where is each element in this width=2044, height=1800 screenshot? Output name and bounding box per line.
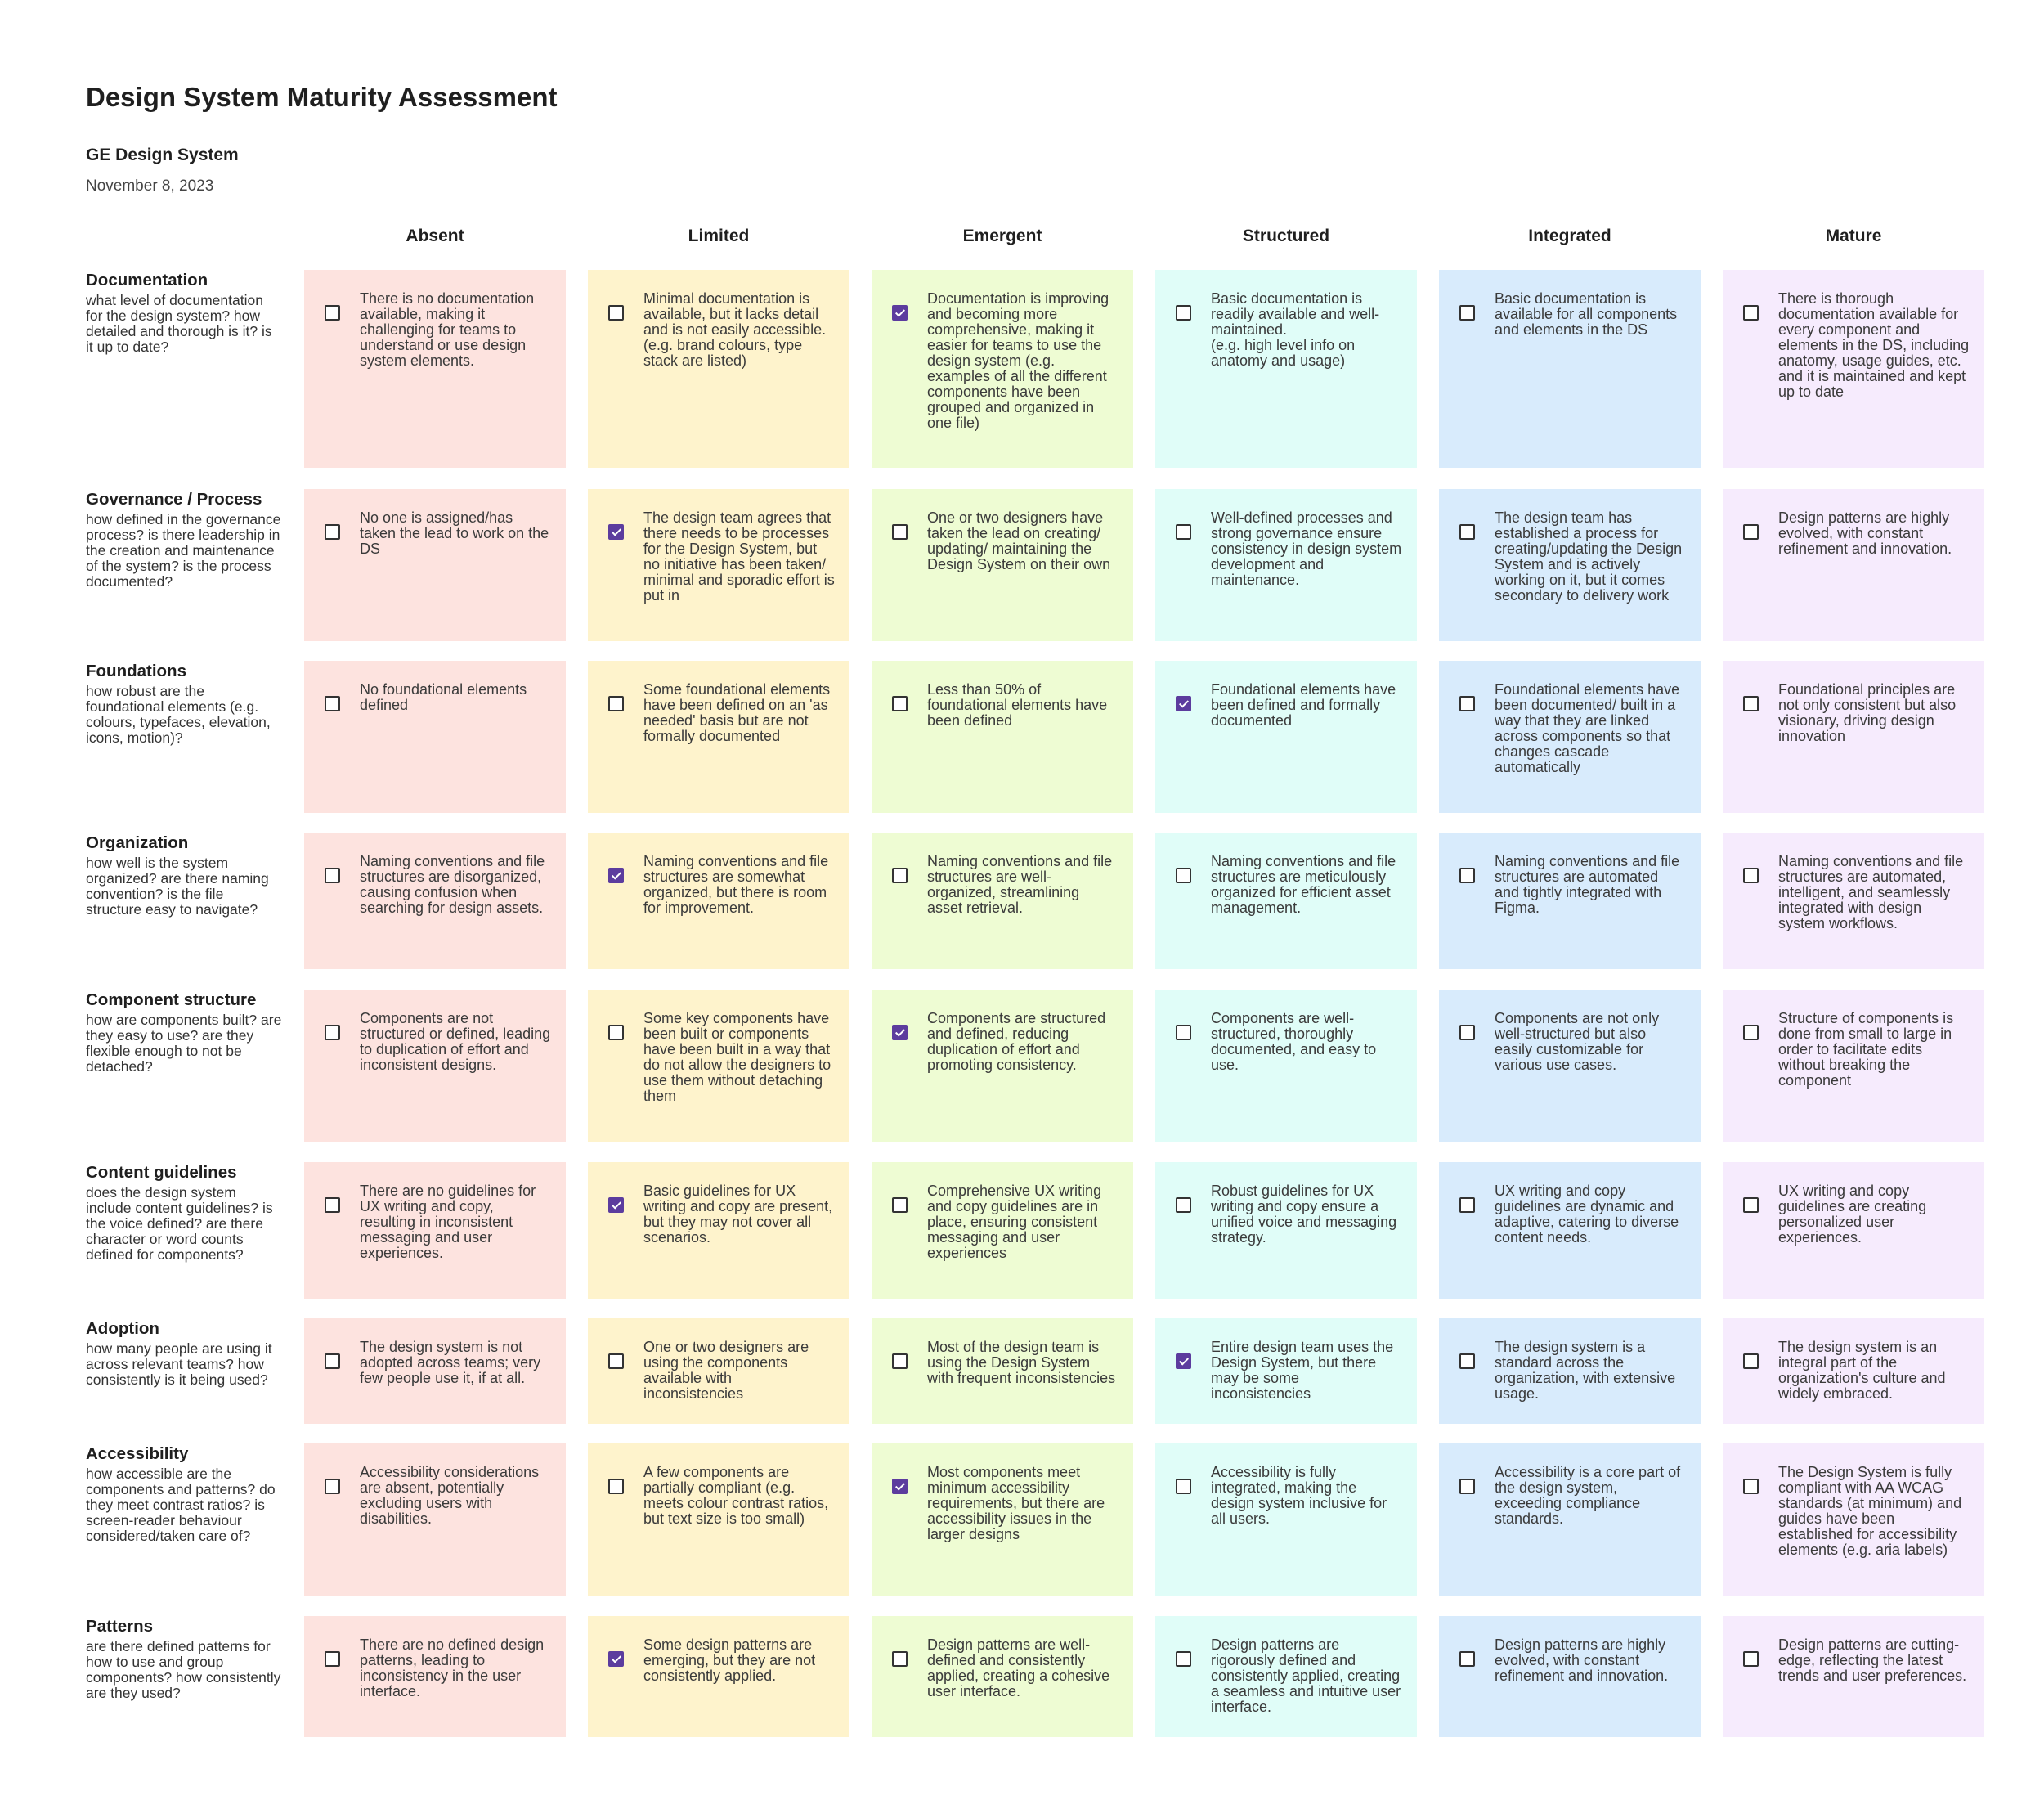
cell-patterns-integrated bbox=[1439, 1616, 1701, 1737]
checkbox[interactable] bbox=[608, 1479, 624, 1494]
row-header-foundations bbox=[86, 661, 282, 746]
cell-text: Design patterns are rigorously defined and consistently applied, creating a seamless and intuitive user interface. bbox=[1211, 1636, 1401, 1715]
checkbox[interactable] bbox=[608, 524, 624, 540]
column-header-structured: Structured bbox=[1242, 227, 1330, 245]
checkbox[interactable] bbox=[325, 868, 340, 883]
cell-text: Naming conventions and file structures are disorganized, causing confusion when searching for design assets. bbox=[360, 853, 545, 916]
page-title: Design System Maturity Assessment bbox=[86, 82, 558, 112]
cell-text: Some key components have been built or components have been built in a way that do not allow the designers to use them without detaching them bbox=[643, 1010, 831, 1104]
checkbox[interactable] bbox=[1743, 524, 1759, 540]
row-question: how accessible are the components and patterns? do they meet contrast ratios? is screen-reader behaviour considered/taken care of? bbox=[86, 1466, 276, 1544]
row-title: Governance / Process bbox=[86, 490, 262, 509]
system-name: GE Design System bbox=[86, 146, 239, 164]
checkbox[interactable] bbox=[325, 1651, 340, 1667]
cell-text: Design patterns are well-defined and consistently applied, creating a cohesive user interface. bbox=[927, 1636, 1110, 1699]
cell-text: Foundational principles are not only consistent but also visionary, driving design innovation bbox=[1778, 681, 1957, 744]
cell-governance-process-integrated bbox=[1439, 489, 1701, 641]
cell-organization-absent bbox=[304, 833, 566, 969]
row-header-patterns bbox=[86, 1616, 282, 1701]
cell-text: Naming conventions and file structures are automated and tightly integrated with Figma. bbox=[1495, 853, 1680, 916]
cell-text: Naming conventions and file structures are somewhat organized, but there is room for improvement. bbox=[643, 853, 829, 916]
cell-component-structure-absent bbox=[304, 990, 566, 1142]
checkbox[interactable] bbox=[892, 868, 908, 883]
checkbox[interactable] bbox=[1176, 1353, 1191, 1369]
checkbox[interactable] bbox=[892, 305, 908, 321]
cell-text: Design patterns are highly evolved, with constant refinement and innovation. bbox=[1495, 1636, 1669, 1684]
checkbox[interactable] bbox=[1743, 868, 1759, 883]
cell-text: UX writing and copy guidelines are creating personalized user experiences. bbox=[1778, 1183, 1927, 1246]
checkbox[interactable] bbox=[1459, 1197, 1475, 1213]
cell-documentation-mature bbox=[1723, 270, 1984, 468]
row-title: Adoption bbox=[86, 1319, 159, 1338]
row-question: what level of documentation for the design system? how detailed and thorough is it? is it up to date? bbox=[86, 292, 272, 355]
checkbox[interactable] bbox=[892, 696, 908, 711]
row-question: how robust are the foundational elements (e.g. colours, typefaces, elevation, icons, motion)? bbox=[86, 683, 271, 746]
row-header-component-structure bbox=[86, 990, 282, 1075]
column-header-absent: Absent bbox=[406, 227, 464, 245]
cell-accessibility-limited bbox=[588, 1443, 849, 1596]
cell-text: There is thorough documentation available for every component and elements in the DS, including anatomy, usage guides, etc. and it is maintained and kept up to date bbox=[1778, 290, 1970, 400]
checkbox[interactable] bbox=[1459, 1651, 1475, 1667]
cell-adoption-mature bbox=[1723, 1318, 1984, 1424]
row-title: Content guidelines bbox=[86, 1163, 237, 1182]
checkbox[interactable] bbox=[325, 1025, 340, 1040]
checkbox[interactable] bbox=[1459, 1479, 1475, 1494]
checkbox[interactable] bbox=[1743, 1025, 1759, 1040]
cell-text: Design patterns are cutting-edge, reflecting the latest trends and user preferences. bbox=[1778, 1636, 1967, 1684]
cell-documentation-integrated bbox=[1439, 270, 1701, 468]
row-title: Patterns bbox=[86, 1617, 154, 1636]
cell-text: Accessibility is a core part of the design system, exceeding compliance standards. bbox=[1495, 1464, 1681, 1527]
row-title: Organization bbox=[86, 833, 189, 852]
checkbox[interactable] bbox=[608, 1025, 624, 1040]
cell-text: Some design patterns are emerging, but they are not consistently applied. bbox=[643, 1636, 816, 1684]
cell-organization-emergent bbox=[872, 833, 1133, 969]
cell-text: Components are not only well-structured but also easily customizable for various use cases. bbox=[1495, 1010, 1660, 1073]
row-header-documentation bbox=[86, 270, 282, 355]
cell-governance-process-emergent bbox=[872, 489, 1133, 641]
cell-text: Some foundational elements have been defined on an 'as needed' basis but are not formally documented bbox=[643, 681, 831, 744]
checkbox[interactable] bbox=[1176, 1197, 1191, 1213]
checkbox[interactable] bbox=[1743, 696, 1759, 711]
cell-component-structure-integrated bbox=[1439, 990, 1701, 1142]
cell-component-structure-emergent bbox=[872, 990, 1133, 1142]
checkbox[interactable] bbox=[1176, 1025, 1191, 1040]
cell-adoption-structured bbox=[1155, 1318, 1417, 1424]
cell-foundations-structured bbox=[1155, 661, 1417, 813]
row-header-governance-process bbox=[86, 489, 282, 590]
cell-content-guidelines-mature bbox=[1723, 1162, 1984, 1299]
row-question: are there defined patterns for how to use and group components? how consistently are they used? bbox=[86, 1638, 281, 1701]
cell-organization-integrated bbox=[1439, 833, 1701, 969]
checkbox[interactable] bbox=[1176, 524, 1191, 540]
row-question: how are components built? are they easy to use? are they flexible enough to not be detached? bbox=[86, 1012, 282, 1075]
cell-documentation-absent bbox=[304, 270, 566, 468]
cell-patterns-limited bbox=[588, 1616, 849, 1737]
cell-text: The Design System is fully compliant with AA WCAG standards (at minimum) and guides have been established for accessibility elements (e.g. aria labels) bbox=[1778, 1464, 1962, 1558]
cell-accessibility-integrated bbox=[1439, 1443, 1701, 1596]
cell-accessibility-mature bbox=[1723, 1443, 1984, 1596]
cell-adoption-absent bbox=[304, 1318, 566, 1424]
cell-text: The design team has established a process for creating/updating the Design System and is actively working on it, but it comes secondary to delivery work bbox=[1495, 509, 1683, 604]
cell-text: Foundational elements have been defined and formally documented bbox=[1211, 681, 1396, 729]
cell-text: Naming conventions and file structures are automated, intelligent, and seamlessly integrated with design system workflows. bbox=[1778, 853, 1964, 931]
checkbox[interactable] bbox=[892, 1025, 908, 1040]
checkbox[interactable] bbox=[1176, 1651, 1191, 1667]
cell-organization-mature bbox=[1723, 833, 1984, 969]
cell-text: Documentation is improving and becoming more comprehensive, making it easier for teams to use the design system (e.g. examples of all the different components have been grouped and organized in one file) bbox=[927, 290, 1109, 431]
cell-content-guidelines-integrated bbox=[1439, 1162, 1701, 1299]
cell-text: Design patterns are highly evolved, with constant refinement and innovation. bbox=[1778, 509, 1952, 557]
checkbox[interactable] bbox=[608, 1651, 624, 1667]
cell-text: Accessibility considerations are absent, potentially excluding users with disabilities. bbox=[360, 1464, 540, 1527]
checkbox[interactable] bbox=[608, 305, 624, 321]
cell-text: Most of the design team is using the Design System with frequent inconsistencies bbox=[927, 1339, 1116, 1386]
checkbox[interactable] bbox=[608, 1353, 624, 1369]
checkbox[interactable] bbox=[1459, 305, 1475, 321]
cell-text: There is no documentation available, making it challenging for teams to understand or use design system elements. bbox=[360, 290, 535, 369]
cell-text: There are no guidelines for UX writing and copy, resulting in inconsistent messaging and user experiences. bbox=[360, 1183, 536, 1261]
column-header-emergent: Emergent bbox=[962, 227, 1042, 245]
checkbox[interactable] bbox=[892, 1651, 908, 1667]
cell-content-guidelines-structured bbox=[1155, 1162, 1417, 1299]
row-question: does the design system include content guidelines? is the voice defined? are there character or word counts defined for components? bbox=[86, 1184, 273, 1263]
checkbox[interactable] bbox=[1176, 696, 1191, 711]
cell-organization-limited bbox=[588, 833, 849, 969]
cell-text: Components are structured and defined, reducing duplication of effort and promoting consistency. bbox=[927, 1010, 1106, 1073]
cell-patterns-structured bbox=[1155, 1616, 1417, 1737]
cell-organization-structured bbox=[1155, 833, 1417, 969]
checkbox[interactable] bbox=[608, 868, 624, 883]
cell-text: The design system is a standard across the organization, with extensive usage. bbox=[1495, 1339, 1676, 1402]
cell-text: Less than 50% of foundational elements have been defined bbox=[927, 681, 1108, 729]
cell-accessibility-absent bbox=[304, 1443, 566, 1596]
cell-foundations-emergent bbox=[872, 661, 1133, 813]
checkbox[interactable] bbox=[1743, 1651, 1759, 1667]
cell-text: One or two designers are using the components available with inconsistencies bbox=[643, 1339, 809, 1402]
checkbox[interactable] bbox=[1459, 524, 1475, 540]
cell-patterns-mature bbox=[1723, 1616, 1984, 1737]
row-title: Accessibility bbox=[86, 1444, 189, 1463]
checkbox[interactable] bbox=[892, 1197, 908, 1213]
checkbox[interactable] bbox=[325, 1479, 340, 1494]
cell-content-guidelines-limited bbox=[588, 1162, 849, 1299]
cell-text: Entire design team uses the Design System, but there may be some inconsistencies bbox=[1211, 1339, 1394, 1402]
cell-documentation-emergent bbox=[872, 270, 1133, 468]
cell-text: No one is assigned/has taken the lead to work on the DS bbox=[360, 509, 549, 557]
checkbox[interactable] bbox=[1176, 305, 1191, 321]
cell-foundations-limited bbox=[588, 661, 849, 813]
checkbox[interactable] bbox=[892, 1353, 908, 1369]
row-header-accessibility bbox=[86, 1443, 282, 1544]
cell-foundations-absent bbox=[304, 661, 566, 813]
checkbox[interactable] bbox=[1176, 868, 1191, 883]
cell-component-structure-limited bbox=[588, 990, 849, 1142]
checkbox[interactable] bbox=[1459, 1025, 1475, 1040]
cell-text: Naming conventions and file structures are meticulously organized for efficient asset management. bbox=[1211, 853, 1396, 916]
cell-text: The design system is not adopted across teams; very few people use it, if at all. bbox=[360, 1339, 541, 1386]
cell-text: Structure of components is done from small to large in order to facilitate edits without breaking the component bbox=[1778, 1010, 1954, 1089]
cell-text: Components are well-structured, thoroughly documented, and easy to use. bbox=[1211, 1010, 1377, 1073]
cell-foundations-integrated bbox=[1439, 661, 1701, 813]
checkbox[interactable] bbox=[1743, 1197, 1759, 1213]
row-title: Component structure bbox=[86, 990, 257, 1009]
row-title: Foundations bbox=[86, 662, 186, 680]
cell-text: Comprehensive UX writing and copy guidelines are in place, ensuring consistent messaging and user experiences bbox=[927, 1183, 1102, 1261]
row-header-adoption bbox=[86, 1318, 282, 1388]
column-header-mature: Mature bbox=[1825, 227, 1882, 245]
cell-text: Accessibility is fully integrated, making the design system inclusive for all users. bbox=[1211, 1464, 1387, 1527]
row-header-organization bbox=[86, 833, 282, 918]
cell-governance-process-mature bbox=[1723, 489, 1984, 641]
checkbox[interactable] bbox=[1459, 868, 1475, 883]
cell-text: Basic documentation is available for all components and elements in the DS bbox=[1495, 290, 1678, 338]
checkbox[interactable] bbox=[325, 1197, 340, 1213]
cell-patterns-absent bbox=[304, 1616, 566, 1737]
checkbox[interactable] bbox=[325, 696, 340, 711]
cell-governance-process-absent bbox=[304, 489, 566, 641]
cell-text: The design team agrees that there needs to be processes for the Design System, but no initiative has been taken/ minimal and sporadic effort is put in bbox=[643, 509, 835, 604]
cell-text: No foundational elements defined bbox=[360, 681, 527, 713]
cell-component-structure-mature bbox=[1723, 990, 1984, 1142]
cell-content-guidelines-absent bbox=[304, 1162, 566, 1299]
cell-text: Basic guidelines for UX writing and copy are present, but they may not cover all scenarios. bbox=[643, 1183, 833, 1246]
column-header-limited: Limited bbox=[688, 227, 750, 245]
cell-text: The design system is an integral part of the organization's culture and widely embraced. bbox=[1778, 1339, 1946, 1402]
checkbox[interactable] bbox=[608, 696, 624, 711]
cell-accessibility-emergent bbox=[872, 1443, 1133, 1596]
cell-foundations-mature bbox=[1723, 661, 1984, 813]
cell-text: Minimal documentation is available, but it lacks detail and is not easily accessible. (e.g. brand colours, type stack are listed) bbox=[643, 290, 827, 369]
cell-text: There are no defined design patterns, leading to inconsistency in the user interface. bbox=[360, 1636, 545, 1699]
checkbox[interactable] bbox=[892, 524, 908, 540]
cell-adoption-emergent bbox=[872, 1318, 1133, 1424]
cell-text: Basic documentation is readily available and well-maintained. (e.g. high level info on anatomy and usage) bbox=[1211, 290, 1380, 369]
cell-text: Naming conventions and file structures are well-organized, streamlining asset retrieval. bbox=[927, 853, 1113, 916]
cell-adoption-integrated bbox=[1439, 1318, 1701, 1424]
cell-text: One or two designers have taken the lead on creating/ updating/ maintaining the Design System on their own bbox=[927, 509, 1111, 572]
checkbox[interactable] bbox=[1743, 1479, 1759, 1494]
cell-documentation-limited bbox=[588, 270, 849, 468]
cell-adoption-limited bbox=[588, 1318, 849, 1424]
cell-content-guidelines-emergent bbox=[872, 1162, 1133, 1299]
cell-text: Components are not structured or defined, leading to duplication of effort and inconsistent designs. bbox=[360, 1010, 551, 1073]
cell-patterns-emergent bbox=[872, 1616, 1133, 1737]
row-header-content-guidelines bbox=[86, 1162, 282, 1263]
checkbox[interactable] bbox=[1176, 1479, 1191, 1494]
checkbox[interactable] bbox=[325, 1353, 340, 1369]
row-title: Documentation bbox=[86, 271, 208, 290]
row-question: how defined in the governance process? is there leadership in the creation and maintenance of the system? is the process documented? bbox=[86, 511, 281, 590]
checkbox[interactable] bbox=[1459, 696, 1475, 711]
checkbox[interactable] bbox=[1743, 1353, 1759, 1369]
cell-text: Well-defined processes and strong governance ensure consistency in design system development and maintenance. bbox=[1211, 509, 1402, 588]
cell-governance-process-structured bbox=[1155, 489, 1417, 641]
cell-governance-process-limited bbox=[588, 489, 849, 641]
column-header-integrated: Integrated bbox=[1528, 227, 1611, 245]
cell-text: Most components meet minimum accessibility requirements, but there are accessibility issues in the larger designs bbox=[927, 1464, 1105, 1542]
cell-component-structure-structured bbox=[1155, 990, 1417, 1142]
cell-text: Robust guidelines for UX writing and copy ensure a unified voice and messaging strategy. bbox=[1211, 1183, 1397, 1246]
cell-text: Foundational elements have been documented/ built in a way that they are linked across components so that changes cascade automatically bbox=[1495, 681, 1680, 775]
cell-text: UX writing and copy guidelines are dynamic and adaptive, catering to diverse content needs. bbox=[1495, 1183, 1679, 1246]
checkbox[interactable] bbox=[892, 1479, 908, 1494]
checkbox[interactable] bbox=[325, 305, 340, 321]
checkbox[interactable] bbox=[608, 1197, 624, 1213]
cell-documentation-structured bbox=[1155, 270, 1417, 468]
checkbox[interactable] bbox=[1459, 1353, 1475, 1369]
row-question: how many people are using it across relevant teams? how consistently is it being used? bbox=[86, 1340, 272, 1388]
cell-accessibility-structured bbox=[1155, 1443, 1417, 1596]
row-question: how well is the system organized? are there naming convention? is the file structure easy to navigate? bbox=[86, 855, 269, 918]
cell-text: A few components are partially compliant (e.g. meets colour contrast ratios, but text size is too small) bbox=[643, 1464, 829, 1527]
checkbox[interactable] bbox=[325, 524, 340, 540]
assessment-date: November 8, 2023 bbox=[86, 177, 214, 195]
checkbox[interactable] bbox=[1743, 305, 1759, 321]
